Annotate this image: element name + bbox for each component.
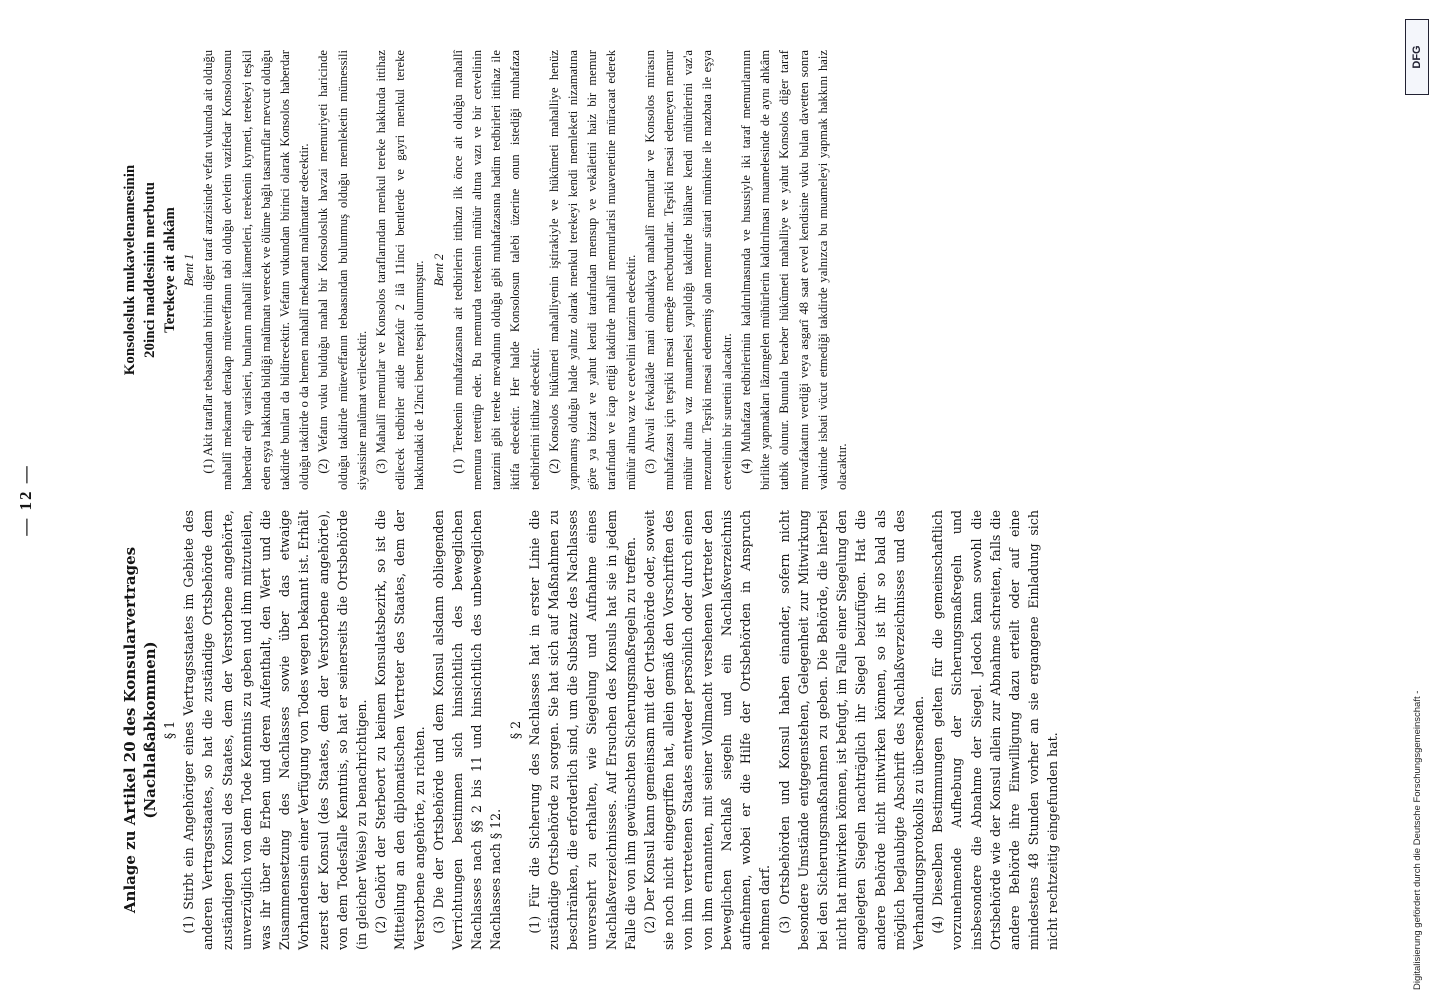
turkish-title-line2: 20inci maddesinin merbutu <box>142 182 158 358</box>
turkish-paragraph: (2) Vefatın vuku bulduğu mahal bir Konsolosluk havzai memuriyeti haricinde olduğu takdirde müteveffanın tebaasından bulunmuş olduğu memleketin mümessili siyasisine malûmat verilecektir. <box>316 50 369 490</box>
turkish-section-heading: Bent 1 <box>182 253 196 287</box>
turkish-paragraph: (4) Muhafaza tedbirlerinin kaldırılmasında ve hususiyle iki taraf memurlarının birlikte yapmakları lâzımgelen mühürlerin kaldırılması muamelesinde de aynı ahkâm tatbik olunur. Bununla beraber hükûmeti mahalliye ve yahut Konsolos diğer taraf muvafakatını verdiği veya asgarî 48 saat evvel kendisine vuku bulan davetten sonra vaktinde isbati vücut etmediği takdirde yalnızca bu muameleyi yapmak hakkını haiz olacaktır. <box>738 50 849 490</box>
german-paragraph: (1) Für die Sicherung des Nachlasses hat in erster Linie die zuständige Ortsbehörde zu sorgen. Sie hat sich auf Maßnahmen zu beschränken, die erforderlich sind, um die Substanz des Nachlasses unversehrt zu erhalten, wie Siegelung und Aufnahme eines Nachlaßverzeichnisses. Auf Ersuchen des Konsuls hat sie in jedem Falle die von ihm gewünschten Sicherungsmaßregeln zu treffen. <box>526 510 638 950</box>
german-section-heading: § 1 <box>162 720 177 740</box>
turkish-paragraph: (2) Konsolos hükûmeti mahalliyenin iştirakiyle ve hükûmeti mahalliye henüz yapmamış olduğu halde yalnız olarak menkul terekeyi kendi memleketi nizamatına göre ya bizzat ve yahut kendi tarafından mensup ve vekâletini haiz bir memur tarafından ve icap ettiği takdirde mahallî memurlarisi muavenetine müracaat ederek mühür altına vaz ve cetvelini tanzim edecektir. <box>546 50 638 490</box>
german-paragraph: (3) Ortsbehörden und Konsul haben einander, sofern nicht besondere Umstände entgegenstehen, Gelegenheit zur Mitwirkung bei den Sicherungsmaßnahmen zu geben. Die Behörde, die hierbei nicht hat mitwirken können, ist befugt, im Falle einer Siegelung den angelegten Siegeln nachträglich ihr Siegel beizufügen. Hat die andere Behörde nicht mitwirken können, so ist ihr so bald als möglich beglaubigte Abschrift des Nachlaßverzeichnisses und des Verhandlungsprotokolls zu übersenden. <box>776 510 926 950</box>
turkish-column <box>120 50 852 490</box>
turkish-paragraph: (1) Terekenin muhafazasına ait tedbirlerin ittihazı ilk önce ait olduğu mahallî memura terettüp eder. Bu memurda terekenin mühür altına vazı ve bir cetvelinin tanzimi gibi tereke mevadının olduğu gibi muhafazasına hadim tedbirleri ittihaz ile iktifa edecektir. Her halde Konsolosun talebi üzerine onun istediği muhafaza tedbirlerini ittihaz edecektir. <box>450 50 542 490</box>
german-title-line1: Anlage zu Artikel 20 des Konsularvertrages <box>121 546 139 914</box>
turkish-paragraph: (3) Ahvali fevkalâde mani olmadıkça mahallî memurlar ve Konsolos mirasın muhafazası için teşriki mesai etmeğe mecburdurlar. Teşriki mesai edemeyen memur mühür altına vaz muamelesi yapıldığı takdirde bilâhare kendi mühürlerini vaz'a mezundur. Teşriki mesai edememiş olan memur sürati mümkine ile mazbata ile eşya cetvelinin bir suretini alacaktır. <box>642 50 734 490</box>
german-paragraph: (1) Stirbt ein Angehöriger eines Vertragsstaates im Gebiete des anderen Vertragsstaates, so hat die zuständige Ortsbehörde dem zuständigen Konsul des Staates, dem der Verstorbene angehörte, unverzüglich von dem Tode Kenntnis zu geben und ihm mitzuteilen, was ihr über die Erben und deren Aufenthalt, den Wert und die Zusammensetzung des Nachlasses sowie über das etwaige Vorhandensein einer Verfügung von Todes wegen bekannt ist. Erhält zuerst der Konsul (des Staates, dem der Verstorbene angehörte), von dem Todesfalle Kenntnis, so hat er seinerseits die Ortsbehörde (in gleicher Weise) zu benachrichtigen. <box>181 510 370 950</box>
turkish-section-heading: Bent 2 <box>431 253 446 287</box>
digitization-credit: Digitalisierung gefördert durch die Deutsche Forschungsgemeinschaft - <box>1412 690 1423 990</box>
turkish-paragraph: (3) Mahallî memurlar ve Konsolos taraflarından menkul tereke hakkında ittihaz edilecek tedbirler atide mezkûr 2 ilâ 11inci bentlerde ve gayri menkul tereke hakkındaki de 12inci bente tespit olunmuştur. <box>374 50 427 490</box>
german-title-line2: (Nachlaßabkommen) <box>141 641 159 819</box>
page-number: — 12 — <box>16 464 35 536</box>
german-section-heading: § 2 <box>507 720 523 740</box>
german-paragraph: (3) Die der Ortsbehörde und dem Konsul alsdann obliegenden Verrichtungen bestimmen sich hinsichtlich des beweglichen Nachlasses nach §§ 2 bis 11 und hinsichtlich des unbeweglichen Nachlasses nach § 12. <box>430 510 504 950</box>
german-column <box>120 510 1063 950</box>
turkish-title-line3: Terekeye ait ahkâm <box>162 207 178 333</box>
german-paragraph: (4) Dieselben Bestimmungen gelten für die gemeinschaftlich vorzunehmende Aufhebung der Sicherungsmaßregeln und insbesondere die Abnahme der Siegel. Jedoch kann sowohl die Ortsbehörde wie der Konsul allein zur Abnahme schreiten, falls die andere Behörde ihre Einwilligung dazu erteilt oder auf eine mindestens 48 Stunden vorher an sie ergangene Einladung sich nicht rechtzeitig eingefunden hat. <box>930 510 1061 950</box>
turkish-title-line1: Konsolosluk mukavelenamesinin <box>122 164 138 376</box>
turkish-paragraph: (1) Akit taraflar tebaasından birinin diğer taraf arazisinde vefatı vukunda ait olduğu mahallî mekamat derakap müteveffanın tabi olduğu devletin vazifedar Konsolosunu haberdar edip varisleri, bunların mahallî ikametleri, terekenin kıymeti, terekeyi teşkil eden eşya hakkında bildiği malûmatı verecek ve ölüme bağlı tasarruflar mevcut olduğu takdirde bunları da bildirecektir. Vefatın vukundan birinci olarak Konsolos haberdar olduğu takdirde o da hemen mahallî mekamatı malûmattar edecektir. <box>201 50 312 490</box>
german-paragraph: (2) Gehört der Sterbeort zu keinem Konsulatsbezirk, so ist die Mitteilung an den diplomatischen Vertreter des Staates, dem der Verstorbene angehörte, zu richten. <box>373 510 427 950</box>
german-paragraph: (2) Der Konsul kann gemeinsam mit der Ortsbehörde oder, soweit sie noch nicht eingegriffen hat, allein gemäß den Vorschriften des von ihm vertretenen Staates entweder persönlich oder durch einen von ihm ernannten, mit seiner Vollmacht versehenen Vertreter den beweglichen Nachlaß siegeln und ein Nachlaßverzeichnis aufnehmen, wobei er die Hilfe der Ortsbehörden in Anspruch nehmen darf. <box>642 510 773 950</box>
dfg-logo: DFG <box>1405 19 1429 95</box>
